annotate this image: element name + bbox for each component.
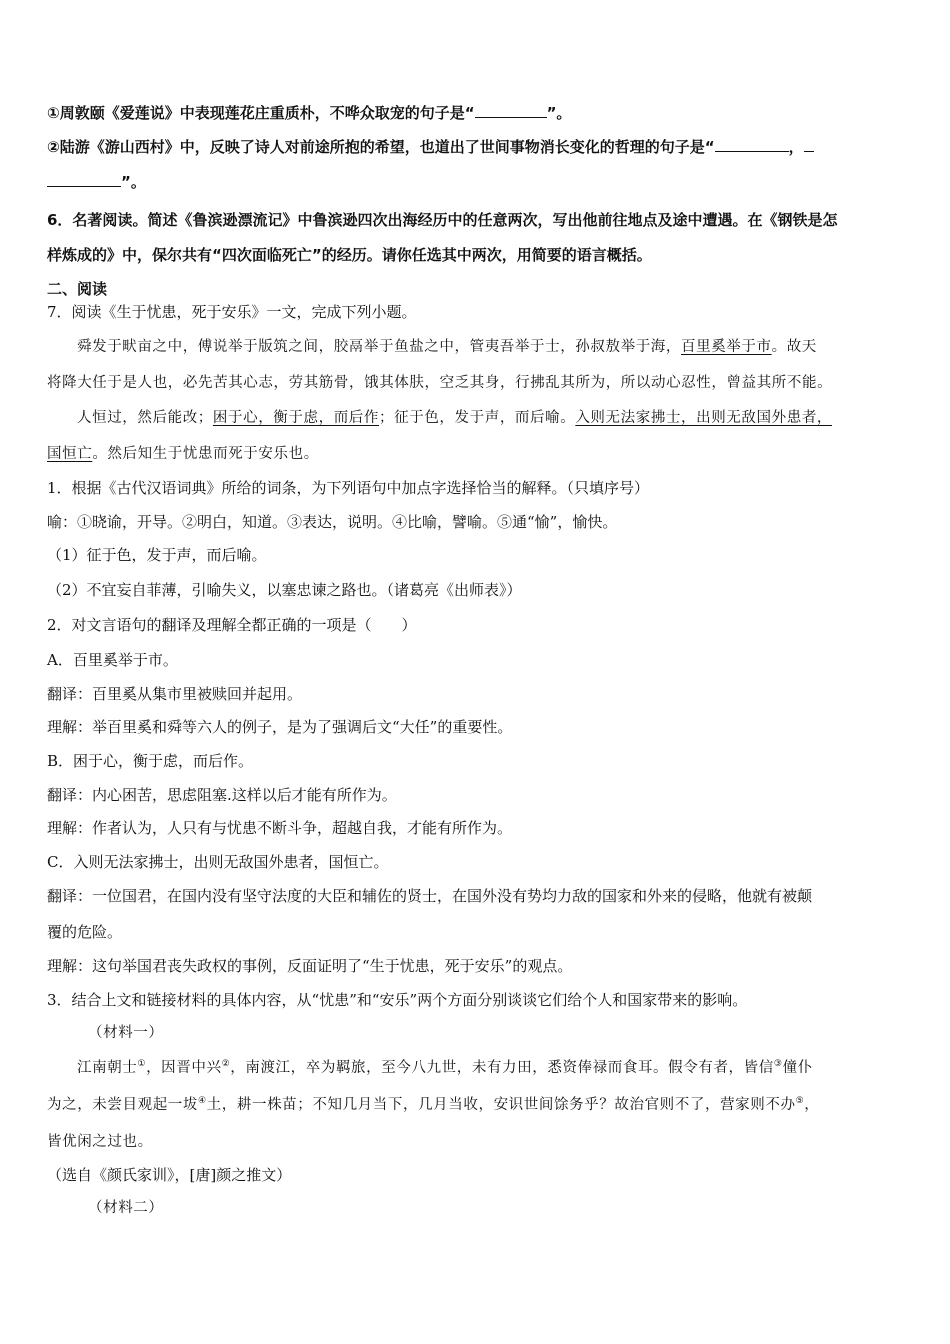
option-a-translation: 翻译：百里奚从集市里被赎回并起用。 bbox=[47, 685, 303, 703]
question-6-line-2: 样炼成的》中，保尔共有“四次面临死亡”的经历。请你任选其中两次，用简要的语言概括。 bbox=[47, 246, 652, 264]
footnote-marker: ② bbox=[221, 1059, 231, 1070]
question-6-line-1: 6．名著阅读。简述《鲁滨逊漂流记》中鲁滨逊四次出海经历中的任意两次，写出他前往地点及途中遭遇。在《钢铁是怎 bbox=[47, 211, 838, 229]
footnote-marker: ③ bbox=[773, 1059, 783, 1070]
sub-question-1-stem: 1．根据《古代汉语词典》所给的词条，为下列语句中加点字选择恰当的解释。（只填序号） bbox=[47, 479, 650, 497]
section-title: 二、阅读 bbox=[47, 280, 108, 298]
passage-text: ；征于色，发于声，而后喻。 bbox=[379, 410, 576, 426]
underlined-phrase: 入则无法家拂士，出则无敌国外患者， bbox=[575, 410, 833, 426]
sub-question-2-stem: 2．对文言语句的翻译及理解全都正确的一项是（ ） bbox=[47, 616, 417, 634]
passage-line-1 bbox=[77, 337, 817, 357]
fill-question-2-suffix: ”。 bbox=[121, 173, 146, 191]
option-c-translation-line-2: 覆的危险。 bbox=[47, 923, 123, 941]
passage-line-4 bbox=[47, 444, 319, 464]
definition-entry: 喻：①晓谕，开导。②明白，知道。③表达，说明。④比喻，譬喻。⑤通“愉”，愉快。 bbox=[47, 513, 618, 531]
option-c-sentence: C．入则无法家拂士，出则无敌国外患者，国恒亡。 bbox=[47, 853, 389, 871]
material-2-label: （材料二） bbox=[88, 1200, 164, 1216]
material-1-line-1 bbox=[77, 1058, 813, 1078]
passage-text: 人恒过，然后能改； bbox=[77, 410, 213, 426]
material-text: ，南渡江，卒为羁旅，至今八九世，未有力田，悉资俸禄而食耳。假令有者，皆信 bbox=[230, 1060, 774, 1076]
option-b-translation: 翻译：内心困苦，思虑阻塞.这样以后才能有所作为。 bbox=[47, 786, 397, 804]
fill-question-2 bbox=[47, 137, 814, 157]
passage-line-2: 将降大任于是人也，必先苦其心志，劳其筋骨，饿其体肤，空乏其身，行拂乱其所为，所以动心忍性，曾益其所不能。 bbox=[47, 375, 833, 391]
passage-text: 。然后知生于忧患而死于安乐也。 bbox=[92, 446, 319, 462]
option-a-understanding: 理解：举百里奚和舜等六人的例子，是为了强调后文“大任”的重要性。 bbox=[47, 718, 513, 736]
material-1-label: （材料一） bbox=[88, 1025, 164, 1041]
answer-blank[interactable] bbox=[47, 172, 121, 187]
fill-question-1 bbox=[47, 103, 571, 123]
fill-question-1-suffix: ”。 bbox=[546, 104, 572, 122]
fill-question-2-mid: ， bbox=[788, 138, 804, 156]
option-b-sentence: B．困于心，衡于虑，而后作。 bbox=[47, 752, 254, 770]
sub-question-3-stem: 3．结合上文和链接材料的具体内容，从“忧患”和“安乐”两个方面分别谈谈它们给个人和国家带来的影响。 bbox=[47, 991, 748, 1009]
answer-blank[interactable] bbox=[475, 103, 547, 118]
material-text: 土，耕一株苗；不知几月当下，几月当收，安识世间馀务乎？故治官则不了，营家则不办 bbox=[206, 1097, 796, 1113]
answer-blank[interactable] bbox=[715, 137, 789, 152]
material-text: 僮仆 bbox=[782, 1060, 813, 1076]
material-text: ，因晋中兴 bbox=[146, 1060, 222, 1076]
footnote-marker: ① bbox=[137, 1059, 147, 1070]
fill-question-2-prefix: ②陆游《游山西村》中，反映了诗人对前途所抱的希望，也道出了世间事物消长变化的哲理的句子是“ bbox=[47, 138, 715, 156]
material-1-line-3: 皆优闲之过也。 bbox=[47, 1134, 153, 1150]
material-text: 为之，未尝目观起一坺 bbox=[47, 1097, 198, 1113]
footnote-marker: ⑤ bbox=[795, 1096, 805, 1107]
underlined-phrase: 困于心，衡于虑，而后作 bbox=[212, 410, 380, 426]
passage-text: 。故天 bbox=[771, 339, 817, 355]
material-1-source: （选自《颜氏家训》，[唐]颜之推文） bbox=[47, 1166, 292, 1184]
sub-question-1-item-1: （1）征于色，发于声，而后喻。 bbox=[47, 546, 267, 564]
fill-question-2-continued bbox=[47, 172, 146, 192]
underlined-phrase: 国恒亡 bbox=[47, 446, 93, 462]
question-7-intro: 7．阅读《生于忧患，死于安乐》一文，完成下列小题。 bbox=[47, 303, 417, 321]
material-text: 江南朝士 bbox=[77, 1060, 138, 1076]
passage-text: 舜发于畎亩之中，傅说举于版筑之间，胶鬲举于鱼盐之中，管夷吾举于士，孙叔敖举于海， bbox=[77, 339, 681, 355]
fill-question-1-prefix: ①周敦颐《爱莲说》中表现莲花庄重质朴，不哗众取宠的句子是“ bbox=[47, 104, 475, 122]
underlined-phrase: 百里奚举于市 bbox=[681, 339, 772, 355]
passage-line-3 bbox=[77, 408, 832, 428]
material-1-line-2 bbox=[47, 1095, 819, 1115]
option-a-sentence: A．百里奚举于市。 bbox=[47, 651, 178, 669]
material-text: ， bbox=[804, 1097, 820, 1113]
sub-question-1-item-2: （2）不宜妄自菲薄，引喻失义，以塞忠谏之路也。（诸葛亮《出师表》） bbox=[47, 581, 522, 599]
option-c-understanding: 理解：这句举国君丧失政权的事例，反面证明了“生于忧患，死于安乐”的观点。 bbox=[47, 957, 573, 975]
answer-blank[interactable] bbox=[804, 137, 814, 152]
option-c-translation-line-1: 翻译：一位国君，在国内没有坚守法度的大臣和辅佐的贤士，在国外没有势均力敌的国家和外来的侵略，他就有被颠 bbox=[47, 887, 813, 905]
footnote-marker: ④ bbox=[198, 1096, 207, 1107]
option-b-understanding: 理解：作者认为，人只有与忧患不断斗争，超越自我，才能有所作为。 bbox=[47, 819, 513, 837]
